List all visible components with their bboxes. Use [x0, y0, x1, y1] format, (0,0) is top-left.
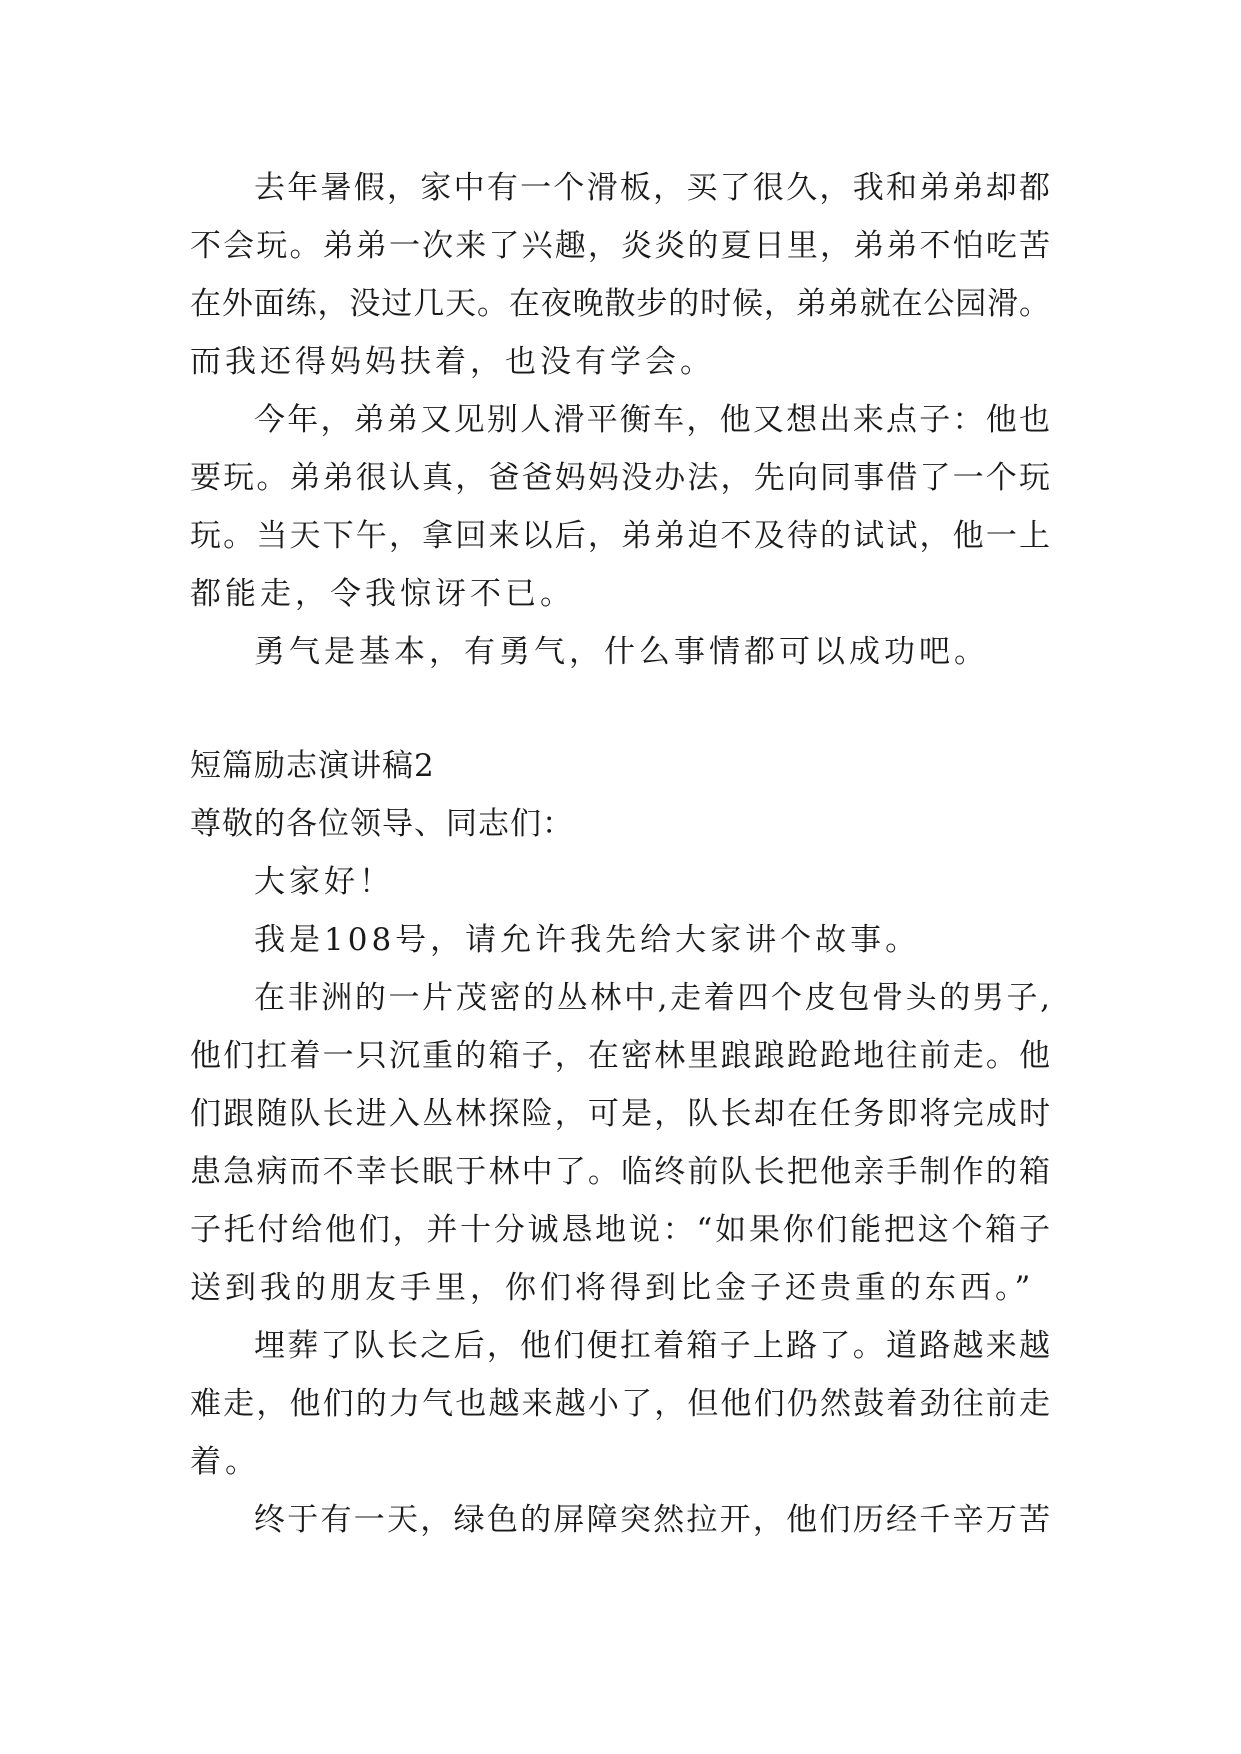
paragraph-line: 们跟随队长进入丛林探险，可是，队长却在任务即将完成时 [190, 1096, 1050, 1132]
paragraph-line: 而我还得妈妈扶着，也没有学会。 [190, 344, 715, 380]
paragraph-line: 埋葬了队长之后，他们便扛着箱子上路了。道路越来越 [254, 1328, 1050, 1364]
paragraph-line: 送到我的朋友手里，你们将得到比金子还贵重的东西。” [190, 1270, 1035, 1306]
paragraph-line: 玩。当天下午，拿回来以后，弟弟迫不及待的试试，他一上 [190, 518, 1050, 554]
paragraph-line: 大家好！ [254, 864, 394, 900]
paragraph-line: 在非洲的一片茂密的丛林中,走着四个皮包骨头的男子, [254, 980, 1050, 1016]
paragraph-line: 今年，弟弟又见别人滑平衡车，他又想出来点子：他也 [254, 402, 1050, 438]
paragraph-line: 在外面练，没过几天。在夜晚散步的时候，弟弟就在公园滑。 [190, 286, 1050, 322]
paragraph-line: 难走，他们的力气也越来越小了，但他们仍然鼓着劲往前走 [190, 1386, 1050, 1422]
paragraph-line: 着。 [190, 1444, 260, 1480]
paragraph-line: 不会玩。弟弟一次来了兴趣，炎炎的夏日里，弟弟不怕吃苦 [190, 228, 1050, 264]
paragraph-line: 他们扛着一只沉重的箱子，在密林里踉踉跄跄地往前走。他 [190, 1038, 1050, 1074]
paragraph-line: 要玩。弟弟很认真，爸爸妈妈没办法，先向同事借了一个玩 [190, 460, 1050, 496]
salutation: 尊敬的各位领导、同志们： [190, 806, 574, 842]
paragraph-line: 终于有一天，绿色的屏障突然拉开，他们历经千辛万苦 [254, 1502, 1050, 1538]
paragraph-line: 去年暑假，家中有一个滑板，买了很久，我和弟弟却都 [254, 170, 1050, 206]
paragraph-line: 都能走，令我惊讶不已。 [190, 576, 575, 612]
paragraph-line: 我是108号，请允许我先给大家讲个故事。 [254, 922, 921, 958]
paragraph-line: 勇气是基本，有勇气，什么事情都可以成功吧。 [254, 634, 989, 670]
paragraph-line: 子托付给他们，并十分诚恳地说：“如果你们能把这个箱子 [190, 1212, 1050, 1248]
paragraph-line: 患急病而不幸长眠于林中了。临终前队长把他亲手制作的箱 [190, 1154, 1050, 1190]
section-title: 短篇励志演讲稿2 [190, 748, 435, 784]
